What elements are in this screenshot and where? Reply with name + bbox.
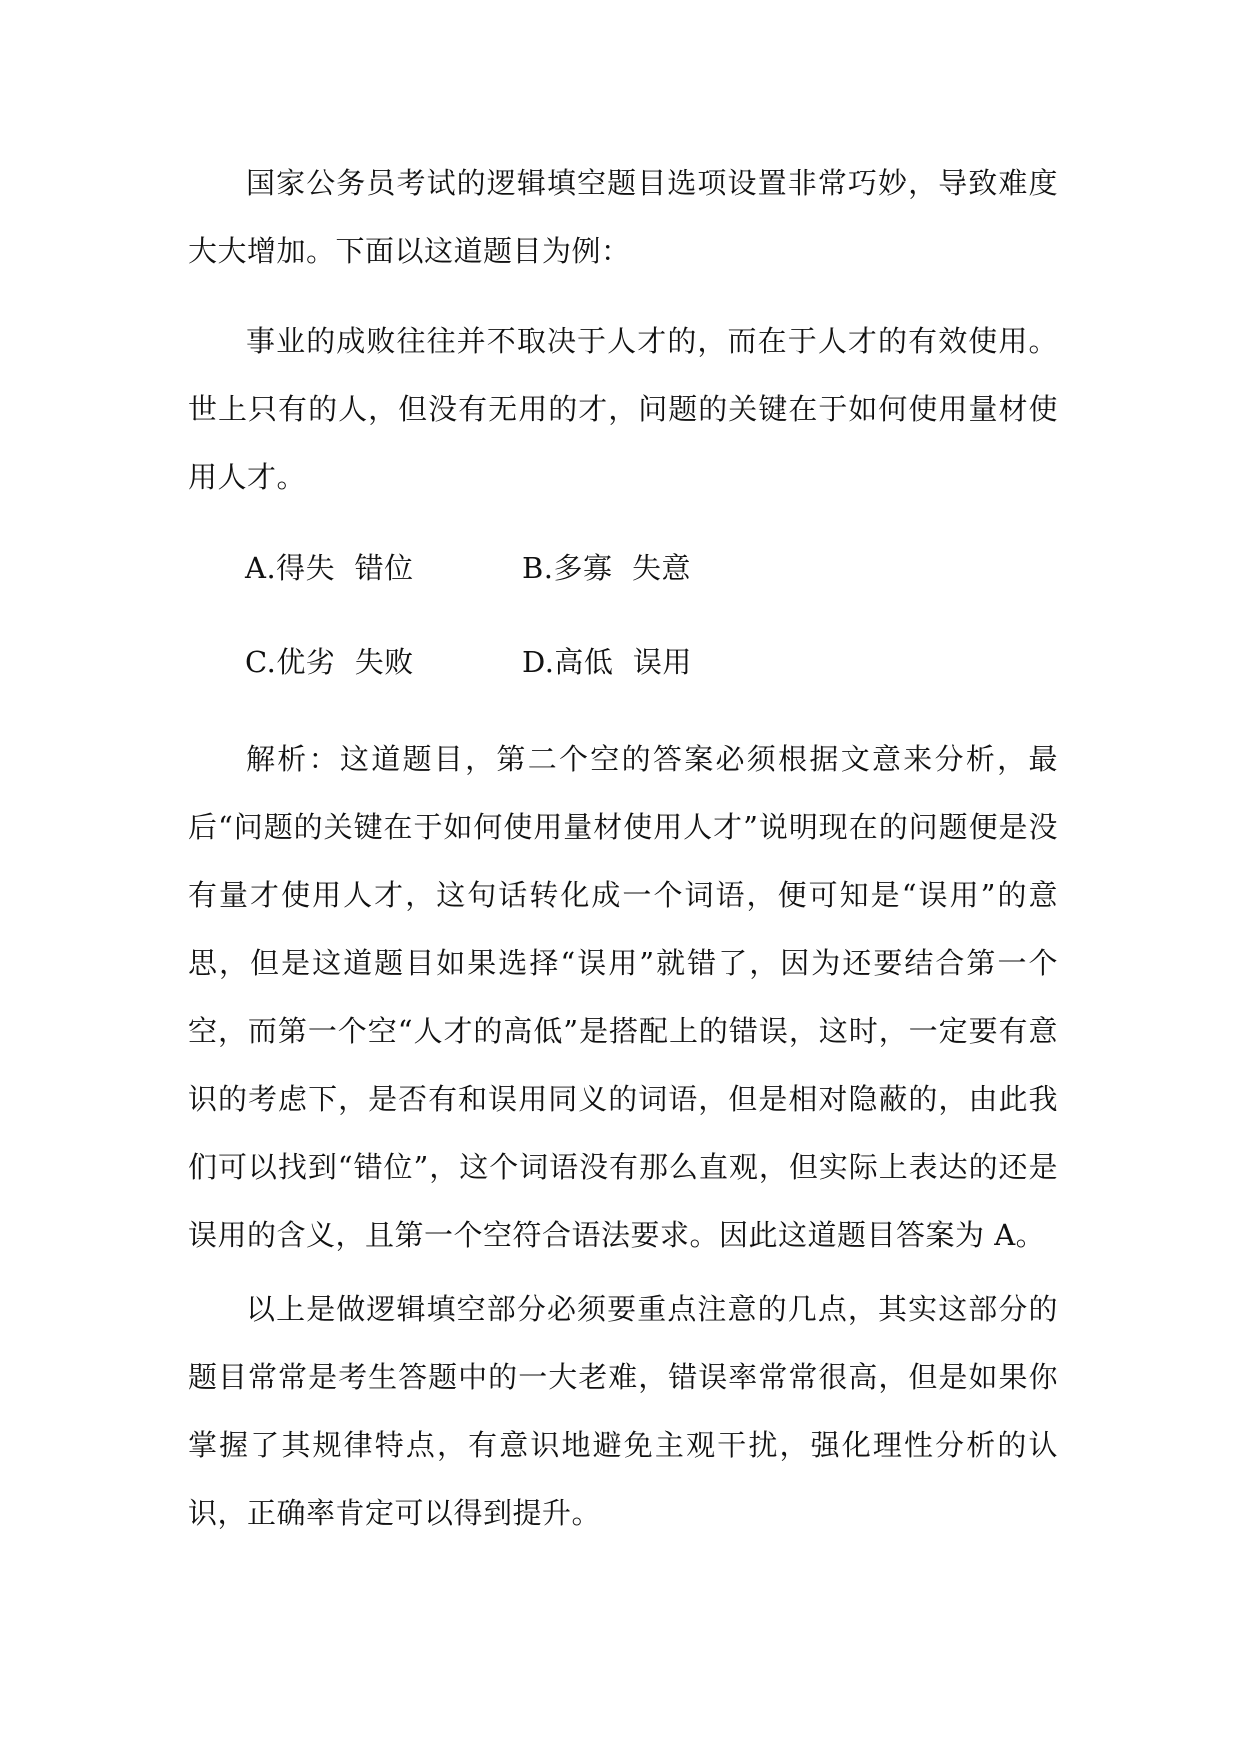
option-a: A.得失 错位: [245, 551, 414, 585]
option-d: D.高低 误用: [522, 645, 692, 679]
conclusion-paragraph: 以上是做逻辑填空部分必须要重点注意的几点，其实这部分的题目常常是考生答题中的一大老难，错误率常常很高，但是如果你掌握了其规律特点，有意识地避免主观干扰，强化理性分析的认识，正确率肯定可以得到提升。: [188, 1292, 1058, 1530]
intro-paragraph: 国家公务员考试的逻辑填空题目选项设置非常巧妙，导致难度大大增加。下面以这道题目为例：: [188, 166, 1058, 268]
option-b: B.多寡 失意: [522, 551, 691, 585]
analysis-paragraph: 解析：这道题目，第二个空的答案必须根据文意来分析，最后“问题的关键在于如何使用量材使用人才”说明现在的问题便是没有量才使用人才，这句话转化成一个词语，便可知是“误用”的意思，但是这道题目如果选择“误用”就错了，因为还要结合第一个空，而第一个空“人才的高低”是搭配上的错误，这时，一定要有意识的考虑下，是否有和误用同义的词语，但是相对隐蔽的，由此我们可以找到“错位”，这个词语没有那么直观，但实际上表达的还是误用的含义，且第一个空符合语法要求。因此这道题目答案为 A。: [188, 742, 1058, 1252]
question-paragraph: 事业的成败往往并不取决于人才的，而在于人才的有效使用。世上只有的人，但没有无用的才，问题的关键在于如何使用量材使用人才。: [188, 324, 1058, 494]
option-c: C.优劣 失败: [245, 645, 414, 679]
